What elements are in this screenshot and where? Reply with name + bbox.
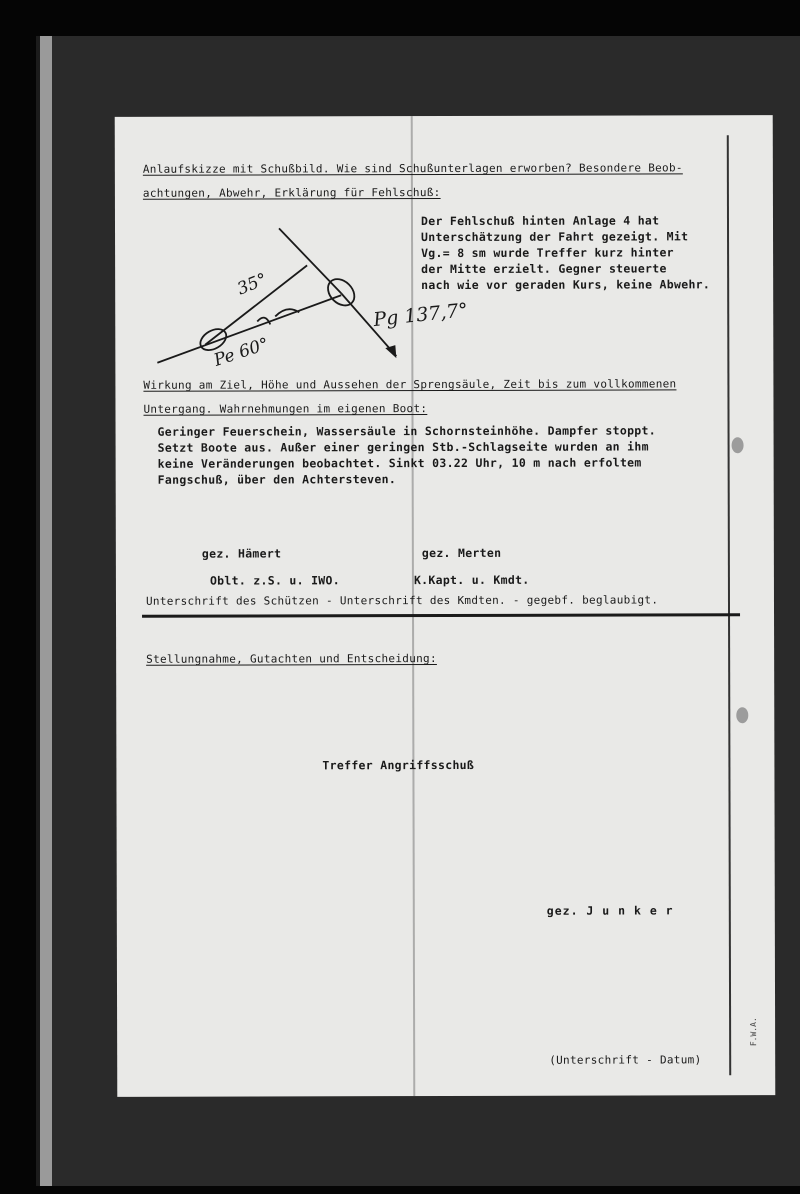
gunner-rank: Oblt. z.S. u. IWO. (209, 573, 340, 588)
gunner-signature: gez. Hämert (201, 546, 282, 561)
target-course-line (279, 228, 341, 293)
attack-sketch (115, 115, 774, 417)
commander-signature: gez. Merten (421, 545, 502, 561)
sketch-header-line-1: Anlaufskizze mit Schußbild. Wie sind Schußunterlagen erworben? Besondere Beob- (142, 161, 683, 176)
effect-line: Fangschuß, über den Achtersteven. (157, 472, 397, 487)
section-divider (142, 613, 740, 618)
remark-line: Unterschätzung der Fahrt gezeigt. Mit (421, 229, 689, 245)
remark-line: Vg.= 8 sm wurde Treffer kurz hinter (421, 245, 674, 261)
commander-rank: K.Kapt. u. Kmdt. (413, 572, 530, 588)
effect-header-line-1: Wirkung am Ziel, Höhe und Aussehen der Sprengsäule, Zeit bis zum vollkommenen (143, 377, 677, 392)
signature-caption: Unterschrift des Schützen - Unterschrift des Kmdten. - gegebf. beglaubigt. (145, 593, 659, 608)
pg-label: Pg 137,7° (372, 299, 470, 332)
remark-line: nach wie vor geraden Kurs, keine Abwehr. (421, 277, 711, 293)
sketch-header-line-2: achtungen, Abwehr, Erklärung für Fehlschuß: (142, 186, 441, 200)
verdict-text: Treffer Angriffsschuß (322, 757, 475, 773)
punch-hole (736, 707, 748, 723)
angle-label: 35° (234, 269, 270, 300)
course-arrowhead (385, 345, 396, 358)
document-page (115, 115, 776, 1097)
effect-line: Geringer Feuerschein, Wassersäule in Schornsteinhöhe. Dampfer stoppt. (157, 423, 656, 439)
verdict-signature: gez. J u n k e r (546, 903, 674, 918)
scan-edge-strip (40, 36, 52, 1186)
archive-margin-mark: F.W.A. (749, 1017, 759, 1047)
pe-label: Pe 60° (211, 334, 272, 371)
effect-header-line-2: Untergang. Wahrnehmungen im eigenen Boot: (143, 402, 428, 416)
effect-line: Setzt Boote aus. Außer einer geringen Stb.-Schlagseite wurden an ihm (157, 439, 649, 455)
remark-line: der Mitte erzielt. Gegner steuerte (421, 261, 667, 277)
effect-line: keine Veränderungen beobachtet. Sinkt 03.22 Uhr, 10 m nach erfoltem (157, 455, 642, 471)
decision-header: Stellungnahme, Gutachten und Entscheidung: (146, 652, 437, 666)
remark-line: Der Fehlschuß hinten Anlage 4 hat (420, 213, 660, 229)
signature-date-caption: (Unterschrift - Datum) (549, 1053, 702, 1067)
punch-hole (732, 437, 744, 453)
